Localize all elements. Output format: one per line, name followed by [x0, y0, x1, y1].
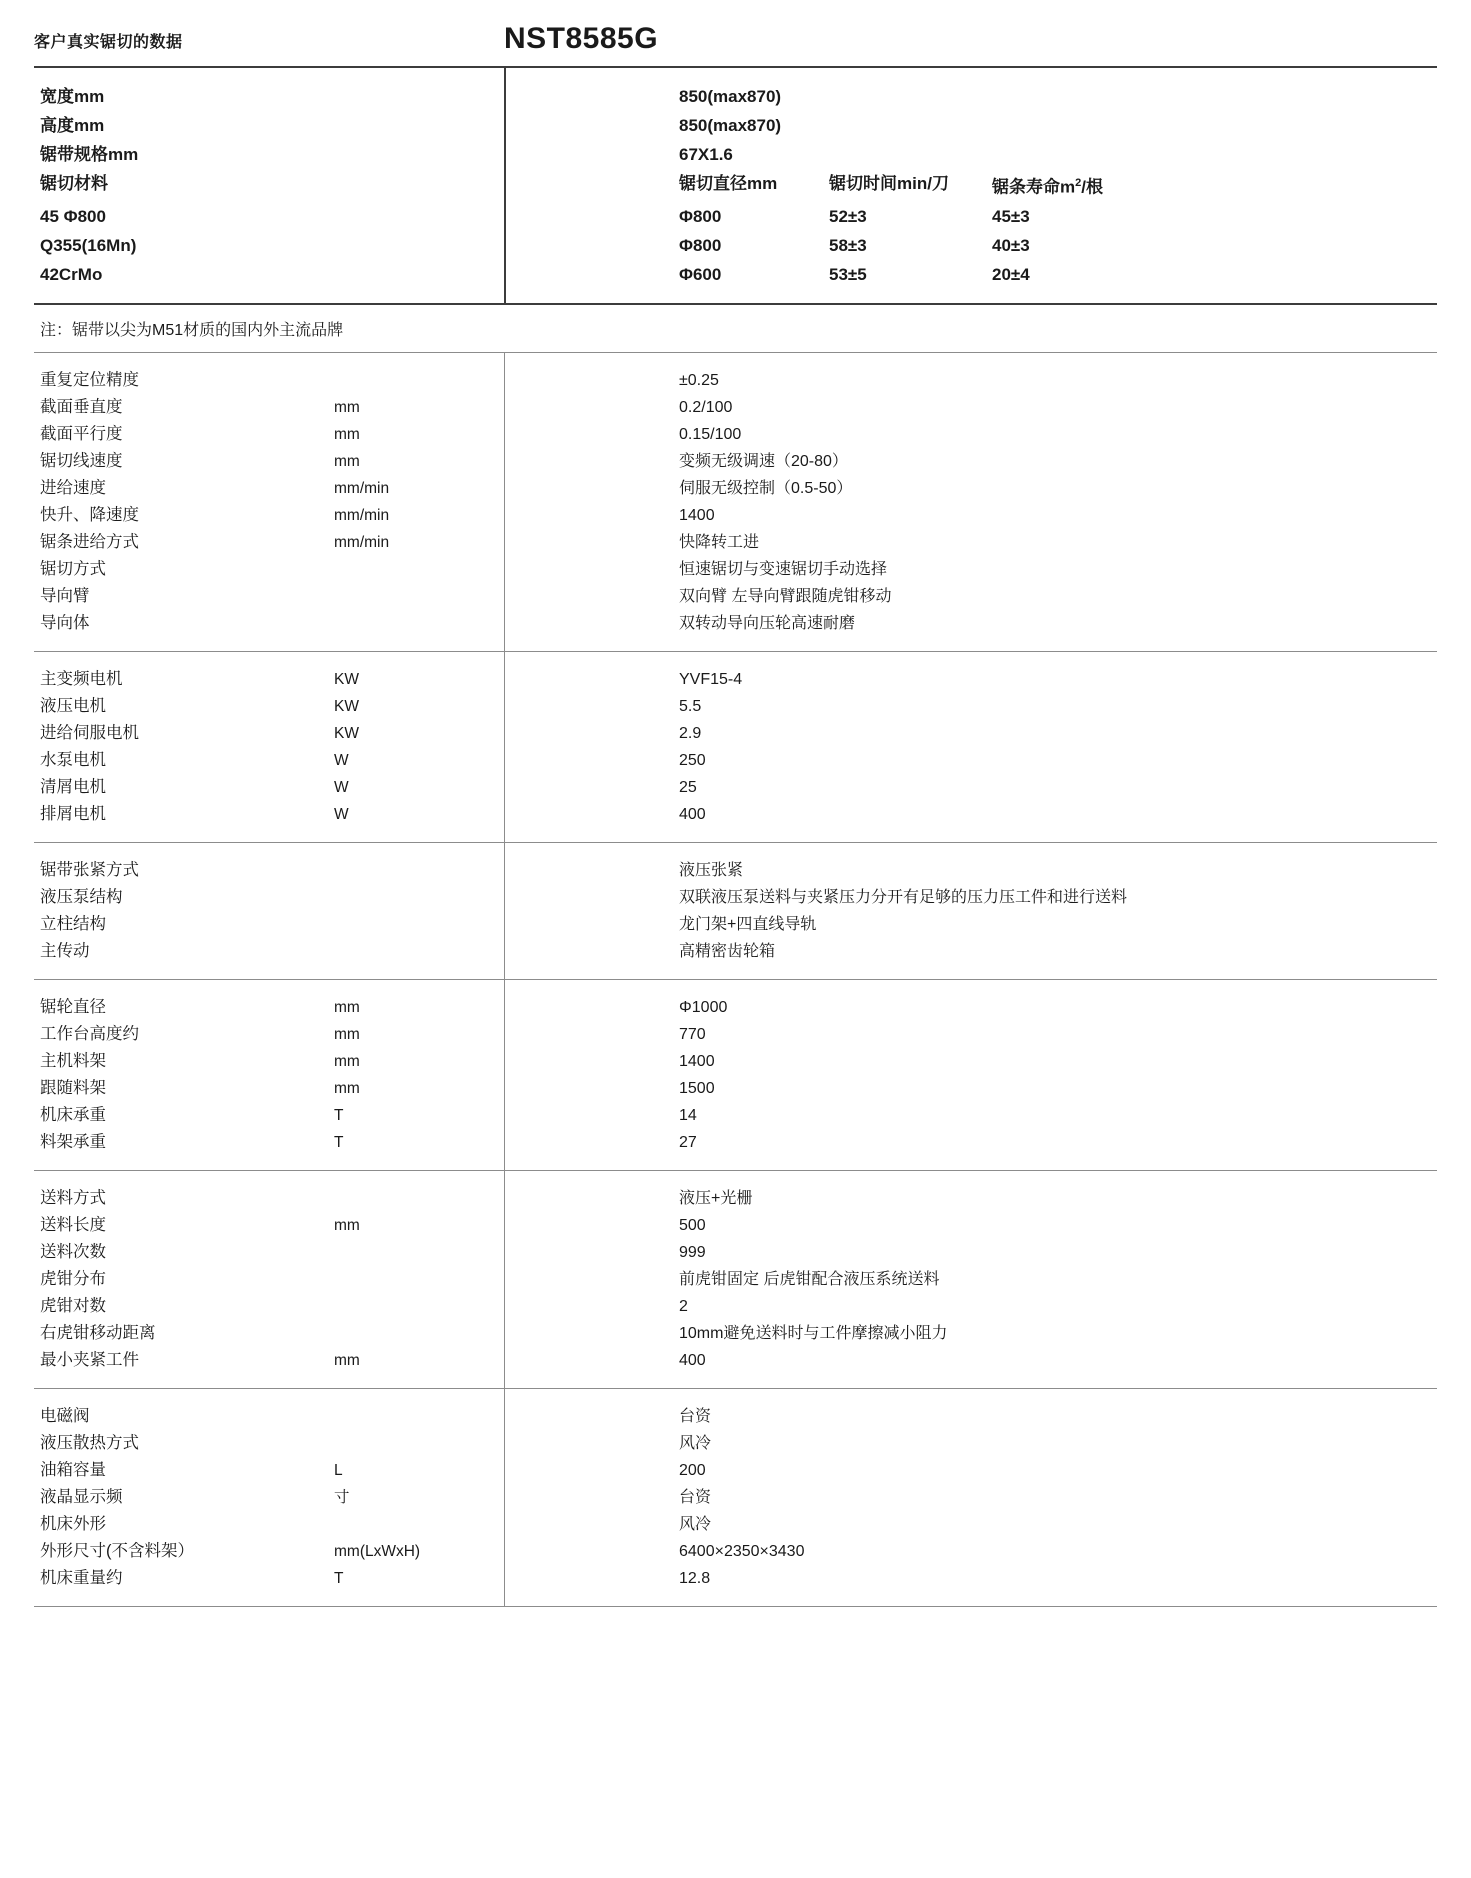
table-row [34, 693, 1437, 720]
row-unit: mm [334, 452, 360, 470]
column-divider [504, 68, 506, 303]
row-value: 5.5 [679, 697, 702, 715]
row-value: 液压+光栅 [679, 1189, 753, 1207]
row-unit: 寸 [334, 1488, 350, 1506]
row-value: 1400 [679, 1052, 715, 1070]
table-row [34, 1021, 1437, 1048]
row-value: 12.8 [679, 1569, 711, 1587]
row-label: 液压电机 [40, 696, 106, 715]
saw-cell-life: 45±3 [992, 206, 1030, 226]
row-label: 导向臂 [40, 586, 90, 605]
row-label: 锯轮直径 [40, 997, 106, 1016]
row-unit: mm [334, 998, 360, 1016]
row-label: 虎钳分布 [40, 1269, 106, 1288]
page-title: NST8585G [504, 22, 659, 55]
header-subtitle: 客户真实锯切的数据 [34, 34, 183, 51]
row-label: 导向体 [40, 613, 90, 632]
page-header [34, 22, 1437, 68]
row-label: 工作台高度约 [40, 1024, 139, 1043]
row-value [498, 231, 1437, 260]
row-unit: KW [334, 724, 359, 742]
table-row [34, 1102, 1437, 1129]
column-divider [504, 1389, 505, 1606]
row-value: 400 [679, 1351, 706, 1369]
table-row [34, 1266, 1437, 1293]
row-unit: mm [334, 1351, 360, 1369]
row-unit: KW [334, 670, 359, 688]
table-row [34, 82, 1437, 111]
row-unit: mm [334, 1079, 360, 1097]
table-row [34, 1511, 1437, 1538]
row-label: 快升、降速度 [40, 505, 139, 524]
row-label: 虎钳对数 [40, 1296, 106, 1315]
column-divider [504, 980, 505, 1170]
row-label: 清屑电机 [40, 777, 106, 796]
row-value: 台资 [679, 1488, 712, 1506]
table-row [34, 666, 1437, 693]
table-row [34, 367, 1437, 394]
table-row [34, 394, 1437, 421]
row-unit: mm [334, 398, 360, 416]
saw-table-data-row [679, 202, 1437, 231]
row-value: 1400 [679, 506, 715, 524]
row-label: 重复定位精度 [40, 370, 139, 389]
column-divider [504, 652, 505, 842]
row-value: 14 [679, 1106, 697, 1124]
row-value: 850(max870) [679, 116, 782, 135]
row-value: 风冷 [679, 1434, 712, 1452]
table-row [34, 475, 1437, 502]
table-row [34, 260, 1437, 289]
table-row [34, 1075, 1437, 1102]
footnote: 注：锯带以尖为M51材质的国内外主流品牌 [34, 305, 1437, 353]
table-row [34, 610, 1437, 637]
top-specs-section [34, 68, 1437, 305]
row-value: ±0.25 [679, 371, 719, 389]
table-row [34, 1403, 1437, 1430]
row-label: 电磁阀 [40, 1406, 90, 1425]
saw-cell-diameter: Φ800 [679, 235, 722, 255]
row-value: 伺服无级控制（0.5-50） [679, 479, 853, 497]
column-divider [504, 353, 505, 651]
row-value: 变频无级调速（20-80） [679, 452, 848, 470]
feeding-section [34, 1171, 1437, 1389]
row-value: 台资 [679, 1407, 712, 1425]
row-label: 送料次数 [40, 1242, 106, 1261]
row-value: 67X1.6 [679, 145, 733, 164]
row-value: 27 [679, 1133, 697, 1151]
row-value [498, 260, 1437, 289]
row-unit: L [334, 1461, 343, 1479]
table-row [34, 1484, 1437, 1511]
table-row [34, 583, 1437, 610]
table-row [34, 1320, 1437, 1347]
row-label: 42CrMo [40, 264, 103, 284]
row-label: 油箱容量 [40, 1460, 106, 1479]
row-unit: T [334, 1106, 344, 1124]
saw-table-header-row [679, 169, 1437, 202]
row-label: 锯带张紧方式 [40, 860, 139, 879]
saw-table-data-row [679, 260, 1437, 289]
row-value: 200 [679, 1461, 706, 1479]
row-unit: mm/min [334, 479, 390, 497]
table-row [34, 994, 1437, 1021]
saw-table-headers [498, 169, 1437, 202]
row-label: 进给速度 [40, 478, 106, 497]
table-row [34, 421, 1437, 448]
saw-header-time: 锯切时间min/刀 [829, 174, 949, 193]
row-value: 0.2/100 [679, 398, 733, 416]
saw-header-life: 锯条寿命$m^2/$根 [992, 177, 1104, 197]
row-label: 送料方式 [40, 1188, 106, 1207]
row-value: 1500 [679, 1079, 715, 1097]
row-label: 机床重量约 [40, 1568, 123, 1587]
table-row [34, 1347, 1437, 1374]
section-rows [34, 652, 1437, 842]
table-row [34, 1565, 1437, 1592]
row-value: 双联液压泵送料与夹紧压力分开有足够的压力压工件和进行送料 [679, 888, 1128, 906]
row-label: 锯带规格mm [40, 145, 139, 164]
row-value: 250 [679, 751, 706, 769]
table-row [34, 1239, 1437, 1266]
row-label: 45 Φ800 [40, 206, 106, 226]
motor-section [34, 652, 1437, 843]
row-label: 进给伺服电机 [40, 723, 139, 742]
section-rows [34, 843, 1437, 979]
row-value: 850(max870) [679, 87, 782, 106]
row-label: Q355(16Mn) [40, 235, 137, 255]
row-label: 右虎钳移动距离 [40, 1323, 156, 1342]
structure-section [34, 843, 1437, 980]
saw-material-header-row [34, 169, 1437, 202]
row-unit: W [334, 805, 349, 823]
table-row [34, 529, 1437, 556]
saw-cell-diameter: Φ800 [679, 206, 722, 226]
row-value: YVF15-4 [679, 670, 743, 688]
row-value: 高精密齿轮箱 [679, 942, 776, 960]
table-row [34, 1538, 1437, 1565]
table-row [34, 747, 1437, 774]
misc-section [34, 1389, 1437, 1607]
table-row [34, 1129, 1437, 1156]
section-rows [34, 353, 1437, 651]
row-value: 龙门架+四直线导轨 [679, 915, 817, 933]
table-row [34, 502, 1437, 529]
saw-cell-diameter: Φ600 [679, 264, 722, 284]
table-row [34, 857, 1437, 884]
table-row [34, 938, 1437, 965]
table-row [34, 140, 1437, 169]
row-value: 500 [679, 1216, 706, 1234]
table-row [34, 111, 1437, 140]
table-row [34, 1212, 1437, 1239]
row-value: 风冷 [679, 1515, 712, 1533]
row-unit: mm [334, 1025, 360, 1043]
row-value: 6400×2350×3430 [679, 1542, 805, 1560]
row-unit: T [334, 1133, 344, 1151]
row-value: 前虎钳固定 后虎钳配合液压系统送料 [679, 1270, 940, 1288]
row-label: 高度mm [40, 116, 105, 135]
saw-cell-life: 20±4 [992, 264, 1030, 284]
row-label: 液压泵结构 [40, 887, 123, 906]
saw-header-diameter: 锯切直径mm [679, 174, 778, 193]
saw-cell-time: 58±3 [829, 235, 867, 255]
table-row [34, 556, 1437, 583]
row-unit: T [334, 1569, 344, 1587]
row-label: 机床承重 [40, 1105, 106, 1124]
column-divider [504, 843, 505, 979]
row-label: 锯条进给方式 [40, 532, 139, 551]
row-label: 锯切线速度 [40, 451, 123, 470]
row-label: 送料长度 [40, 1215, 106, 1234]
table-row [34, 1457, 1437, 1484]
row-label: 主变频电机 [40, 669, 123, 688]
section-rows [34, 1171, 1437, 1388]
row-label: 水泵电机 [40, 750, 106, 769]
table-row [34, 1430, 1437, 1457]
row-label: 外形尺寸(不含料架） [40, 1541, 194, 1560]
table-row [34, 801, 1437, 828]
row-label: 最小夹紧工件 [40, 1350, 139, 1369]
row-value: 恒速锯切与变速锯切手动选择 [679, 560, 888, 578]
table-row [34, 884, 1437, 911]
saw-material-label: 锯切材料 [40, 174, 108, 193]
row-unit: KW [334, 697, 359, 715]
row-unit: mm [334, 1052, 360, 1070]
saw-cell-time: 53±5 [829, 264, 867, 284]
section-rows [34, 1389, 1437, 1606]
saw-table-data-row [679, 231, 1437, 260]
column-divider [504, 1171, 505, 1388]
row-unit: W [334, 751, 349, 769]
spec-sections [34, 353, 1437, 1607]
table-row [34, 231, 1437, 260]
row-label: 机床外形 [40, 1514, 106, 1533]
dimension-section [34, 980, 1437, 1171]
row-label: 锯切方式 [40, 559, 106, 578]
row-value [498, 202, 1437, 231]
row-value: 2.9 [679, 724, 702, 742]
row-label: 截面垂直度 [40, 397, 123, 416]
row-value: 双向臂 左导向臂跟随虎钳移动 [679, 587, 892, 605]
row-label: 立柱结构 [40, 914, 106, 933]
row-unit: mm/min [334, 533, 390, 551]
row-unit: mm [334, 1216, 360, 1234]
row-value: Φ1000 [679, 998, 728, 1016]
row-value: 快降转工进 [679, 533, 760, 551]
section-rows [34, 980, 1437, 1170]
row-value: 770 [679, 1025, 706, 1043]
row-label: 排屑电机 [40, 804, 106, 823]
row-value: 999 [679, 1243, 706, 1261]
row-value: 液压张紧 [679, 861, 744, 879]
row-label: 主传动 [40, 941, 90, 960]
row-value: 10mm避免送料时与工件摩擦减小阻力 [679, 1324, 948, 1342]
row-unit: mm(LxWxH) [334, 1542, 421, 1560]
row-value: 400 [679, 805, 706, 823]
table-row [34, 202, 1437, 231]
row-value: 2 [679, 1297, 688, 1315]
table-row [34, 1048, 1437, 1075]
table-row [34, 1293, 1437, 1320]
table-row [34, 1185, 1437, 1212]
row-label: 液压散热方式 [40, 1433, 139, 1452]
row-value: 0.15/100 [679, 425, 742, 443]
row-label: 液晶显示频 [40, 1487, 123, 1506]
saw-cell-time: 52±3 [829, 206, 867, 226]
row-label: 截面平行度 [40, 424, 123, 443]
row-label: 跟随料架 [40, 1078, 106, 1097]
row-unit: mm/min [334, 506, 390, 524]
top-specs-rows [34, 68, 1437, 303]
row-label: 宽度mm [40, 87, 105, 106]
saw-cell-life: 40±3 [992, 235, 1030, 255]
row-label: 主机料架 [40, 1051, 106, 1070]
row-value: 双转动导向压轮高速耐磨 [679, 614, 856, 632]
row-value: 25 [679, 778, 697, 796]
table-row [34, 774, 1437, 801]
row-unit: mm [334, 425, 360, 443]
table-row [34, 448, 1437, 475]
accuracy-section [34, 353, 1437, 652]
table-row [34, 911, 1437, 938]
table-row [34, 720, 1437, 747]
row-label: 料架承重 [40, 1132, 106, 1151]
row-unit: W [334, 778, 349, 796]
